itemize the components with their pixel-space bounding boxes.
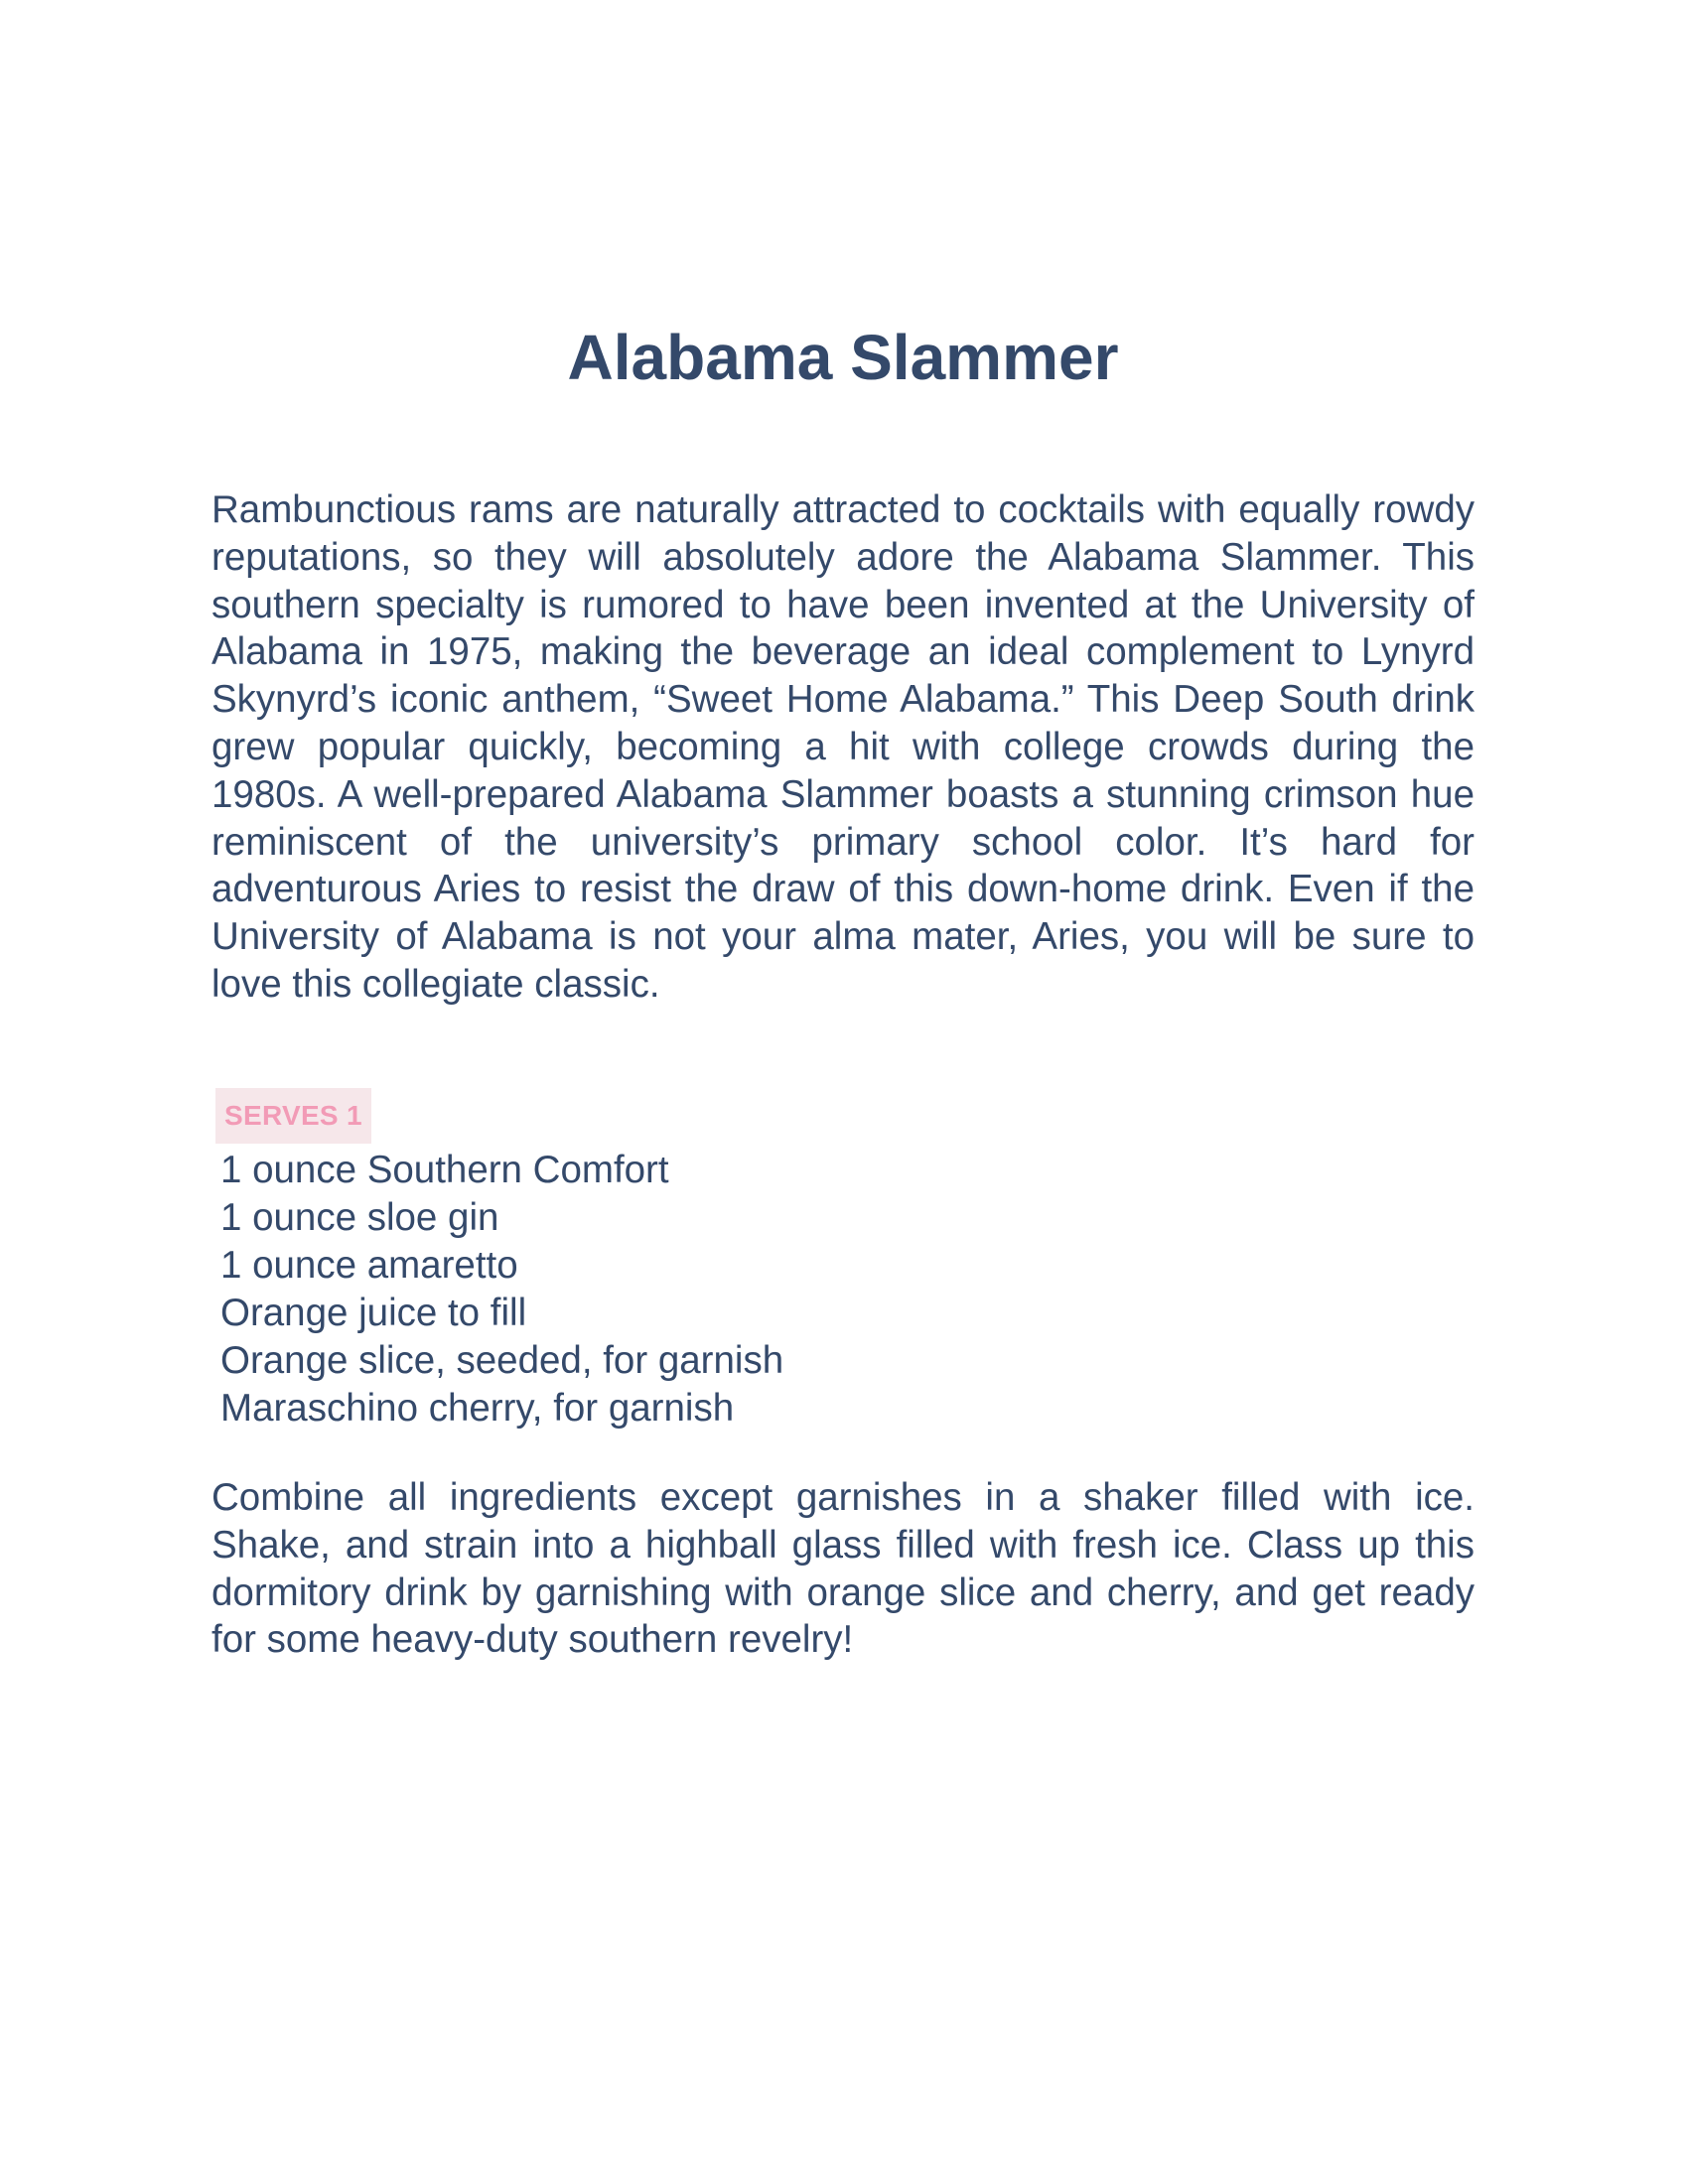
ingredient-item: 1 ounce Southern Comfort: [220, 1149, 669, 1191]
recipe-directions: Combine all ingredients except garnishes in a shaker filled with ice. Shake, and strain into a highball glass filled with fresh ice. Class up this dormitory drink by garnishing with orange slice and cherry, and get ready for some heavy-duty southern revelry!: [211, 1476, 1475, 1662]
ingredient-list: [220, 1147, 783, 1433]
ingredient-item: Orange juice to fill: [220, 1292, 527, 1334]
ingredient-item: Maraschino cherry, for garnish: [220, 1387, 735, 1430]
recipe-title: Alabama Slammer: [567, 322, 1119, 393]
ingredient-item: 1 ounce amaretto: [220, 1244, 518, 1287]
serves-badge: SERVES 1: [215, 1088, 371, 1144]
recipe-intro: Rambunctious rams are naturally attracted to cocktails with equally rowdy reputations, so they will absolutely adore the Alabama Slammer. This southern specialty is rumored to have been invented at the University of Alabama in 1975, making the beverage an ideal complement to Lynyrd Skynyrd’s iconic anthem, “Sweet Home Alabama.” This Deep South drink grew popular quickly, becoming a hit with college crowds during the 1980s. A well-prepared Alabama Slammer boasts a stunning crimson hue reminiscent of the university’s primary school color. It’s hard for adventurous Aries to resist the draw of this down-home drink. Even if the University of Alabama is not your alma mater, Aries, you will be sure to love this collegiate classic.: [211, 488, 1475, 1006]
ingredient-item: Orange slice, seeded, for garnish: [220, 1339, 784, 1382]
ingredient-item: 1 ounce sloe gin: [220, 1196, 499, 1239]
